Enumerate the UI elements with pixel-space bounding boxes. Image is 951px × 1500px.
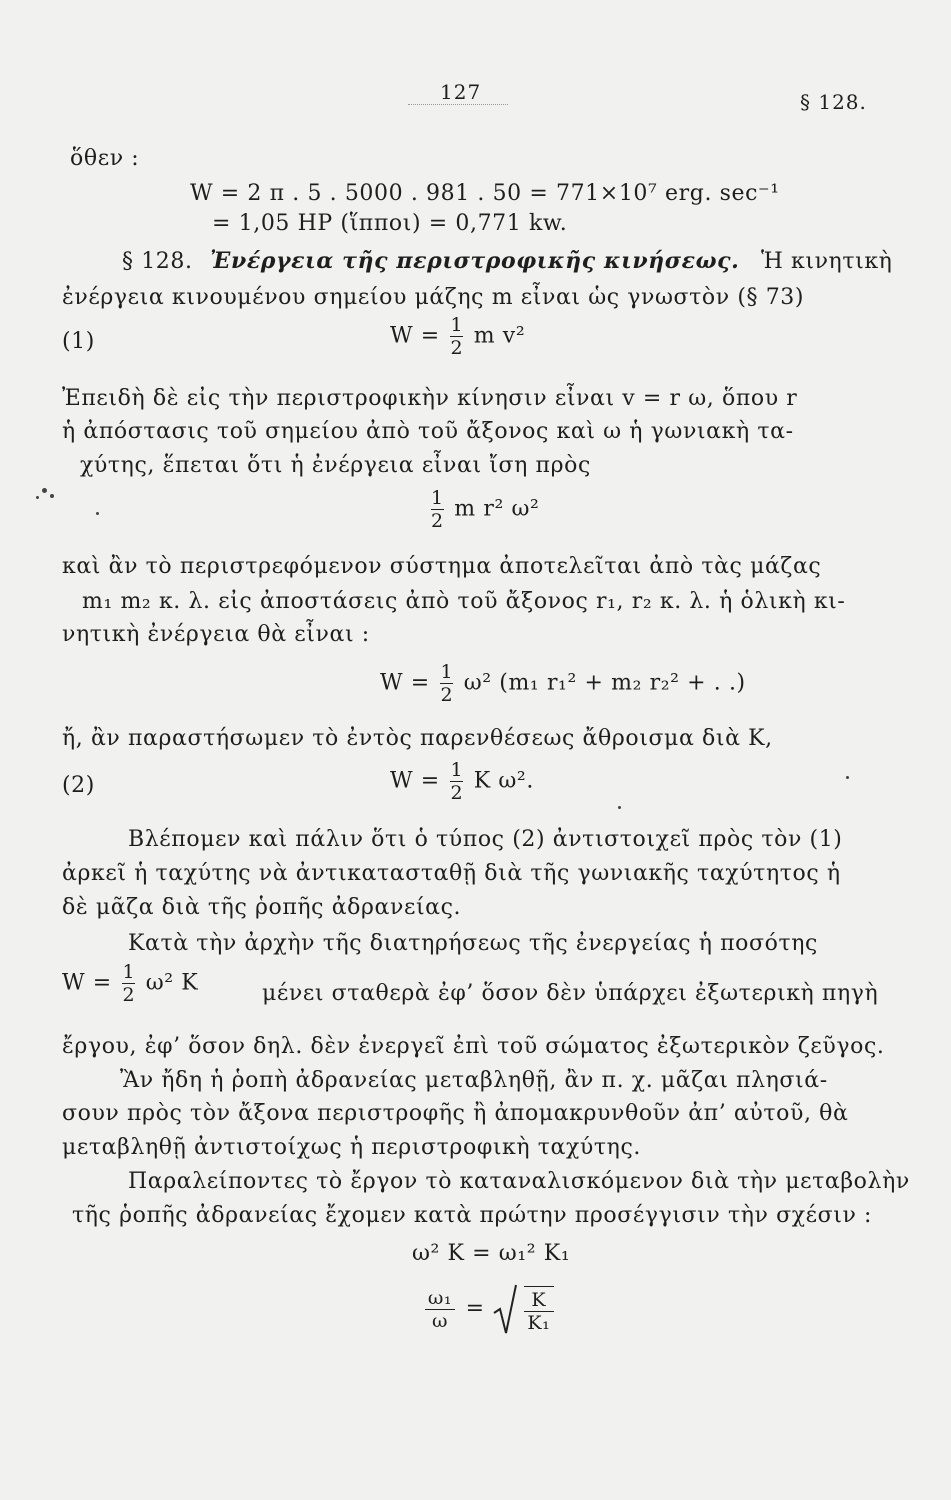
ink-speck — [42, 488, 47, 493]
equation-rotational-energy — [428, 488, 539, 531]
section-number: § 128. — [122, 249, 193, 274]
fraction-half — [431, 488, 444, 531]
equation-rhs: m r² ω² — [454, 496, 540, 522]
equation-rhs: ω² (m₁ r₁² + m₂ r₂² + . .) — [463, 670, 746, 696]
equals-sign: = — [465, 1296, 485, 1321]
fraction-denominator: 2 — [431, 510, 444, 532]
equation-kinetic-energy — [390, 315, 525, 358]
fraction-numerator: 1 — [450, 314, 464, 336]
fraction-numerator: 1 — [122, 961, 136, 983]
fraction-numerator: 1 — [440, 661, 454, 683]
fraction-denominator: ω — [431, 1309, 449, 1332]
text-line: m₁ m₂ κ. λ. εἰς ἀποστάσεις ἀπὸ τοῦ ἄξονος r₁, r₂ κ. λ. ἡ ὁλικὴ κι- — [82, 589, 846, 614]
fraction-numerator: ω₁ — [427, 1286, 453, 1309]
equation-lhs: W = — [390, 768, 440, 794]
fraction-numerator: K — [531, 1288, 547, 1311]
section-title: Ἐνέργεια τῆς περιστροφικῆς κινήσεως. — [210, 248, 740, 274]
text-line: ἔργου, ἐφ’ ὅσον δηλ. δὲν ἐνεργεῖ ἐπὶ τοῦ σώματος ἐξωτερικὸν ζεῦγος. — [62, 1034, 885, 1059]
fraction-denominator: 2 — [122, 984, 136, 1006]
fraction-denominator: K₁ — [527, 1311, 551, 1334]
section-heading-line — [122, 247, 892, 276]
text-line: ἐνέργεια κινουμένου σημείου μάζης m εἶναι ὡς γνωστὸν (§ 73) — [62, 285, 805, 310]
fraction-half — [450, 315, 463, 358]
text-line: δὲ μᾶζα διὰ τῆς ῥοπῆς ἀδρανείας. — [62, 895, 462, 920]
equation-moment-energy — [390, 760, 534, 803]
equation-conserved-energy — [62, 962, 198, 1005]
page-number: 127 — [440, 80, 482, 104]
text-line: μένει σταθερὰ ἐφ’ ὅσον δὲν ὑπάρχει ἐξωτερικὴ πηγὴ — [262, 981, 879, 1006]
section-reference: § 128. — [800, 90, 867, 114]
equation-rhs: ω² K — [145, 970, 199, 996]
ink-speck — [36, 496, 39, 499]
equation-lhs: W = — [390, 323, 440, 349]
equation-power: W = 2 π . 5 . 5000 . 981 . 50 = 771×10⁷ erg. sec⁻¹ — [190, 181, 780, 206]
equation-total-energy — [380, 662, 746, 705]
text-line: Κατὰ τὴν ἀρχὴν τῆς διατηρήσεως τῆς ἐνεργείας ἡ ποσότης — [128, 931, 818, 956]
equation-label: (1) — [62, 329, 95, 354]
text-line: ἤ, ἂν παραστήσωμεν τὸ ἐντὸς παρενθέσεως ἄθροισμα διὰ K, — [62, 726, 773, 751]
ink-speck — [50, 494, 54, 498]
text-line: νητικὴ ἐνέργεια θὰ εἶναι : — [62, 622, 370, 647]
fraction-denominator: 2 — [450, 782, 464, 804]
equation-rhs: m v² — [473, 323, 526, 349]
fraction-numerator: 1 — [431, 487, 444, 509]
text-line: ὅθεν : — [70, 146, 140, 171]
ink-speck — [96, 512, 99, 515]
text-line: καὶ ἂν τὸ περιστρεφόμενον σύστημα ἀποτελεῖται ἀπὸ τὰς μάζας — [62, 554, 822, 579]
text-span: Ἡ κινητικὴ — [760, 249, 893, 274]
radical-sign-icon — [492, 1283, 518, 1335]
ink-speck — [846, 776, 849, 779]
text-line: ἡ ἀπόστασις τοῦ σημείου ἀπὸ τοῦ ἄξονος καὶ ω ἡ γωνιακὴ τα- — [62, 419, 794, 444]
text-line: Ἂν ἤδη ἡ ῥοπὴ ἀδρανείας μεταβληθῇ, ἂν π. χ. μᾶζαι πλησιά- — [120, 1068, 828, 1093]
fraction-half — [450, 760, 463, 803]
text-line: μεταβληθῇ ἀντιστοίχως ἡ περιστροφικὴ ταχύτης. — [62, 1135, 641, 1160]
equation-power-units: = 1,05 HP (ἵπποι) = 0,771 kw. — [212, 211, 568, 236]
equation-lhs: W = — [62, 970, 112, 996]
fraction-denominator: 2 — [440, 684, 454, 706]
equation-angular-momentum: ω² K = ω₁² K₁ — [412, 1241, 571, 1266]
fraction-half — [122, 962, 135, 1005]
equation-lhs: W = — [380, 670, 430, 696]
fraction-numerator: 1 — [450, 759, 464, 781]
text-line: σουν πρὸς τὸν ἄξονα περιστροφῆς ἢ ἀπομακρυνθοῦν ἀπ’ αὐτοῦ, θὰ — [62, 1101, 849, 1126]
ink-speck — [618, 806, 621, 809]
fraction-moment — [524, 1286, 554, 1333]
header-rule — [408, 104, 508, 105]
text-line: χύτης, ἕπεται ὅτι ἡ ἐνέργεια εἶναι ἴση πρὸς — [80, 453, 591, 478]
equation-omega-ratio — [422, 1283, 557, 1335]
fraction-omega — [425, 1288, 455, 1331]
text-line: τῆς ῥοπῆς ἀδρανείας ἔχομεν κατὰ πρώτην προσέγγισιν τὴν σχέσιν : — [72, 1203, 873, 1228]
text-line: Παραλείποντες τὸ ἔργον τὸ καταναλισκόμενον διὰ τὴν μεταβολὴν — [128, 1169, 910, 1194]
equation-label: (2) — [62, 773, 95, 798]
fraction-denominator: 2 — [450, 337, 464, 359]
text-line: Ἐπειδὴ δὲ εἰς τὴν περιστροφικὴν κίνησιν εἶναι v = r ω, ὅπου r — [62, 386, 798, 411]
square-root — [492, 1283, 557, 1335]
text-line: Βλέπομεν καὶ πάλιν ὅτι ὁ τύπος (2) ἀντιστοιχεῖ πρὸς τὸν (1) — [128, 827, 843, 852]
text-line: ἀρκεῖ ἡ ταχύτης νὰ ἀντικατασταθῇ διὰ τῆς γωνιακῆς ταχύτητος ἡ — [62, 861, 841, 886]
fraction-half — [440, 662, 453, 705]
equation-rhs: K ω². — [473, 768, 534, 794]
